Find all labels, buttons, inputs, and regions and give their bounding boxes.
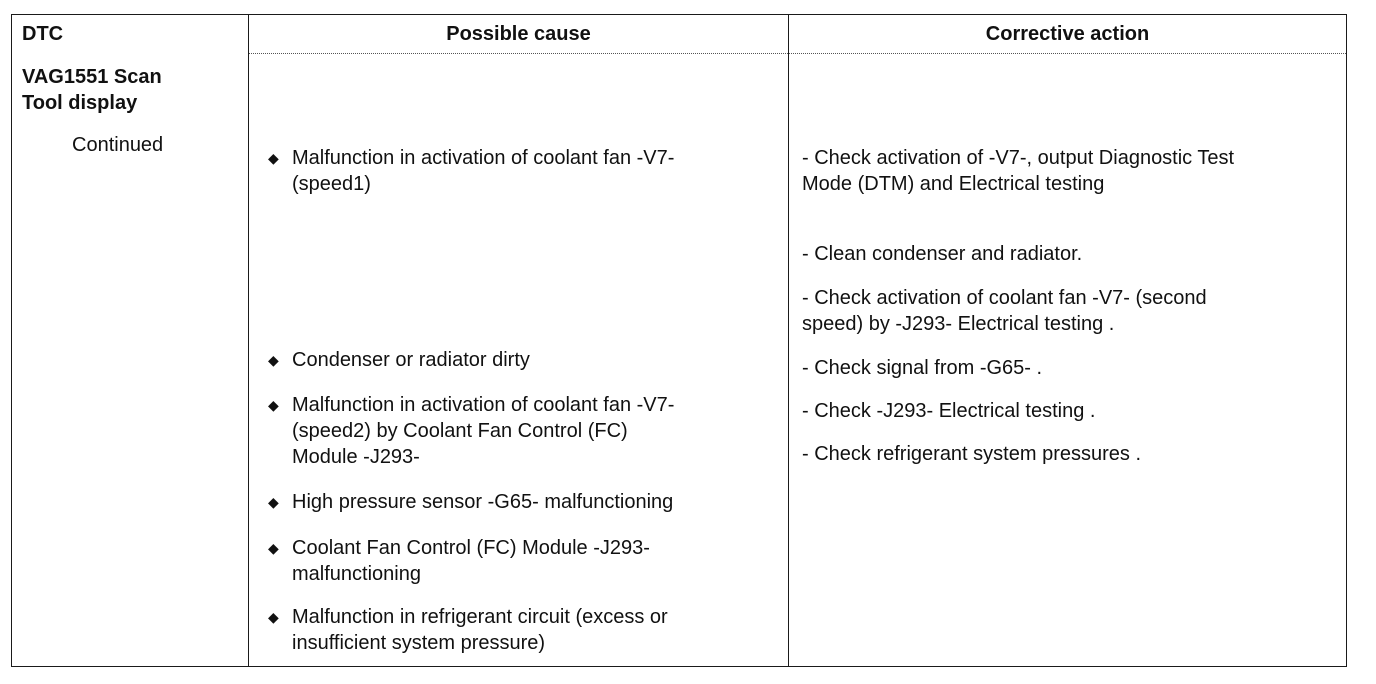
action-item [802, 398, 1095, 424]
cause-text: Condenser or radiator dirty [292, 349, 530, 371]
action-text: - Check -J293- Electrical testing . [802, 400, 1096, 422]
cause-text: Malfunction in refrigerant circuit (excess or [292, 606, 668, 628]
header-possible-cause: Possible cause [446, 23, 591, 45]
action-item [802, 145, 1234, 197]
action-item [802, 355, 1042, 381]
cause-text: insufficient system pressure) [292, 632, 546, 654]
header-separator [249, 53, 1346, 54]
column-divider-2 [788, 15, 789, 666]
cause-text: Module -J293- [292, 446, 420, 468]
diagnostic-table [11, 14, 1347, 667]
action-text: - Check signal from -G65- . [802, 357, 1043, 379]
cause-text: (speed1) [292, 173, 371, 195]
diamond-bullet-icon: ◆ [268, 540, 279, 556]
cause-text: (speed2) by Coolant Fan Control (FC) [292, 420, 628, 442]
action-text: - Check refrigerant system pressures . [802, 443, 1141, 465]
action-text: speed) by -J293- Electrical testing . [802, 313, 1115, 335]
action-item [802, 441, 1141, 467]
diamond-bullet-icon: ◆ [268, 609, 279, 625]
action-text: - Clean condenser and radiator. [802, 243, 1083, 265]
action-text: - Check activation of -V7-, output Diagnostic Test [802, 147, 1235, 169]
dtc-label-line2: Tool display [22, 92, 138, 114]
header-corrective-action: Corrective action [985, 23, 1150, 45]
action-text: Mode (DTM) and Electrical testing [802, 173, 1105, 195]
action-item [802, 241, 1082, 267]
diamond-bullet-icon: ◆ [268, 150, 279, 166]
cause-text: Malfunction in activation of coolant fan -V7- [292, 394, 675, 416]
dtc-continued: Continued [72, 134, 164, 156]
cause-text: malfunctioning [292, 563, 421, 585]
diamond-bullet-icon: ◆ [268, 397, 279, 413]
cause-text: High pressure sensor -G65- malfunctioning [292, 491, 674, 513]
dtc-label-line1: VAG1551 Scan [22, 66, 162, 88]
diamond-bullet-icon: ◆ [268, 494, 279, 510]
column-divider-1 [248, 15, 249, 666]
action-item [802, 285, 1207, 337]
diamond-bullet-icon: ◆ [268, 352, 279, 368]
action-text: - Check activation of coolant fan -V7- (second [802, 287, 1207, 309]
cause-text: Malfunction in activation of coolant fan -V7- [292, 147, 675, 169]
cause-text: Coolant Fan Control (FC) Module -J293- [292, 537, 650, 559]
header-dtc: DTC [22, 23, 64, 45]
